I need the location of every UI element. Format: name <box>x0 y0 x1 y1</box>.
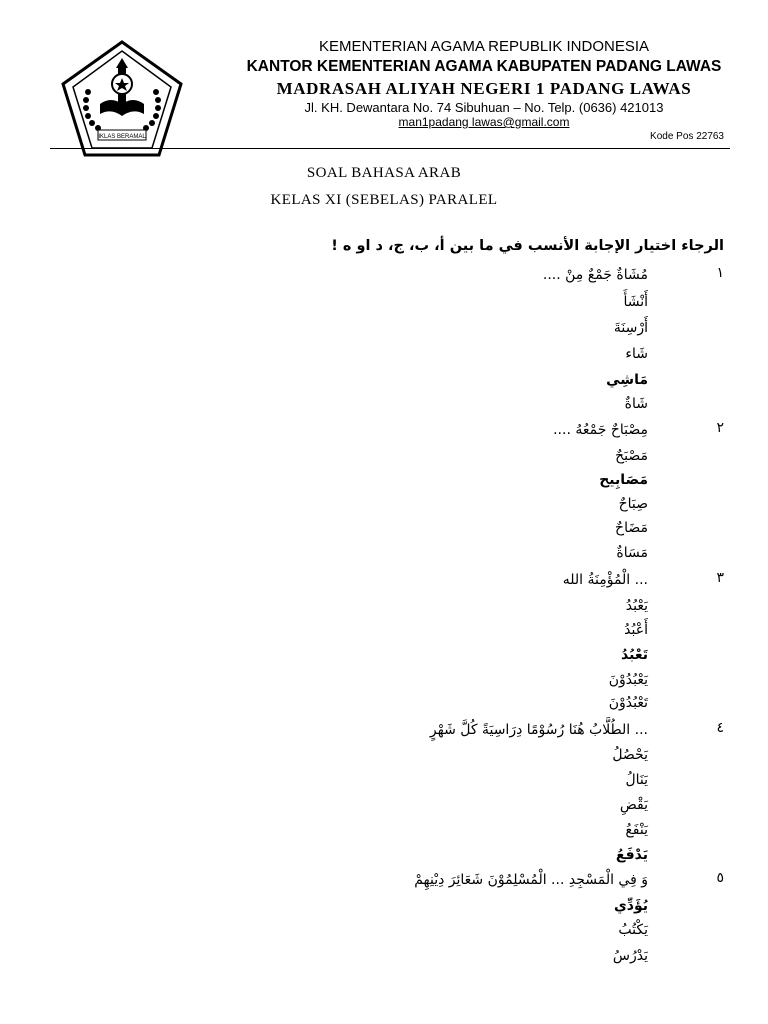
school-logo <box>58 38 186 160</box>
school-name: MADRASAH ALIYAH NEGERI 1 PADANG LAWAS <box>276 79 692 98</box>
question-stem: وَ فِي الْمَسْجِدِ ... الْمُسْلِمُوْنَ شَعَائِرَ دِيْنِهِمْ <box>414 872 648 888</box>
answer-option: مَضَاحٌ <box>615 520 648 536</box>
answer-option: صِبَاحٌ <box>618 496 648 512</box>
school-email[interactable]: man1padang lawas@gmail.com <box>398 115 570 129</box>
header-divider <box>50 148 730 149</box>
logo-text: IKLAS BERAMAL <box>98 134 146 140</box>
answer-option: مَصْبَحٌ <box>615 448 648 464</box>
answer-option: شَاء <box>625 346 648 362</box>
answer-option: يَحْصُلُ <box>612 747 648 763</box>
office-name: KANTOR KEMENTERIAN AGAMA KABUPATEN PADANG LAWAS <box>246 58 722 75</box>
document-subtitle: KELAS XI (SEBELAS) PARALEL <box>270 192 498 208</box>
answer-option-correct: يُؤَدِّي <box>613 898 648 914</box>
question-number: ٢ <box>716 420 724 436</box>
answer-option: يَنَالُ <box>625 772 648 788</box>
postal-code: Kode Pos 22763 <box>650 131 724 142</box>
answer-option: تَعْبُدُوْنَ <box>608 695 648 711</box>
question-stem: مِصْبَاحٌ جَمْعُهُ .... <box>553 422 648 438</box>
question-stem: ... الْمُؤْمِنَةُ الله <box>562 572 648 588</box>
answer-option: يَنْفَعُ <box>625 822 648 838</box>
instruction-text: الرجاء اختيار الإجابة الأنسب في ما بين أ، ب، ج، د او ه ! <box>331 238 724 254</box>
question-stem: ... الطُلَّابُ هُنَا رُسُوْمًا دِرَاسِيَةً كُلَّ شَهْرٍ <box>429 722 648 738</box>
question-number: ٤ <box>716 720 724 736</box>
answer-option-correct: مَصَابِيح <box>599 472 648 488</box>
answer-option-correct: مَاشِي <box>606 372 648 388</box>
answer-option: يَعْبُدُ <box>625 598 648 614</box>
answer-option: يَدْرُسُ <box>612 948 648 964</box>
answer-option: مَسَاةٌ <box>616 545 648 561</box>
question-stem: مُشَاةٌ جَمْعٌ مِنْ .... <box>542 267 648 283</box>
answer-option: يَقْضِ <box>619 797 648 813</box>
answer-option-correct: تَعْبُدُ <box>621 647 648 663</box>
answer-option: أَرْسِنَةَ <box>613 320 648 336</box>
answer-option: يَكْتُبُ <box>618 922 648 938</box>
answer-option: أَعْبُدُ <box>624 622 648 638</box>
school-address: Jl. KH. Dewantara No. 74 Sibuhuan – No. Telp. (0636) 421013 <box>304 100 664 115</box>
question-number: ٣ <box>716 570 724 586</box>
answer-option: يَعْبُدُوْنَ <box>608 672 648 688</box>
answer-option: أَنْشَأَ <box>623 294 648 310</box>
ministry-name: KEMENTERIAN AGAMA REPUBLIK INDONESIA <box>318 38 650 55</box>
answer-option: شَاةٌ <box>624 396 648 412</box>
question-number: ١ <box>716 265 724 281</box>
document-title: SOAL BAHASA ARAB <box>306 165 462 181</box>
question-number: ٥ <box>716 870 724 886</box>
answer-option-correct: يَدْفَعُ <box>615 847 648 863</box>
